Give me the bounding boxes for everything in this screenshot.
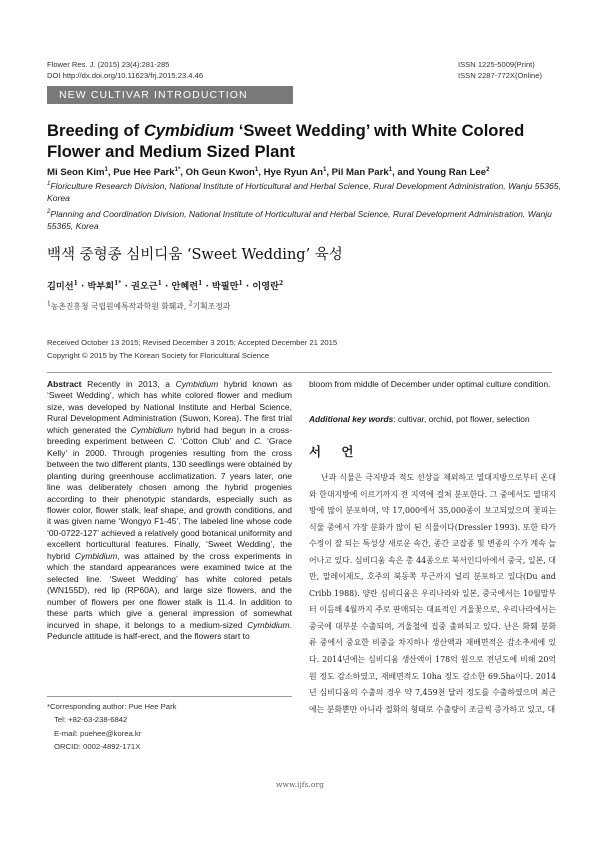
affiliation-2: $^2$Planning and Coordination Division, National Institute of Horticultural and Herbal Science, Rural Development Administration, Wanju 55365, Korea <box>47 209 552 231</box>
journal-citation <box>47 59 203 81</box>
korean-author-list: 김미선$^1$ · 박부희$^{1*}$ · 권오근$^1$ · 안혜련$^1$ · 박필만$^1$ · 이영란$^2$ <box>47 279 284 292</box>
phone: Tel: +82-63-238-6842 <box>54 715 128 725</box>
korean-author: 권오근 <box>131 281 158 292</box>
author[interactable]: Oh Geun Kwon <box>185 167 255 178</box>
korean-title: 백색 중형종 심비디움 ‘Sweet Wedding’ 육성 <box>47 247 343 263</box>
introduction-heading: 서 언 <box>309 444 362 459</box>
article-type-banner: NEW CULTIVAR INTRODUCTION <box>47 86 293 104</box>
abstract-label: Abstract <box>47 379 82 389</box>
corresponding-author-footnote <box>47 700 292 754</box>
abstract-continued: bloom from middle of December under optimal culture condition. <box>309 379 551 389</box>
footer-url[interactable]: www.ijfs.org <box>276 780 324 789</box>
author[interactable]: Mi Seon Kim <box>47 167 105 178</box>
author[interactable]: Pil Man Park <box>331 167 389 178</box>
korean-author: 박부희 <box>87 281 115 292</box>
article-title <box>47 120 557 162</box>
title-part1: Breeding of <box>47 121 144 140</box>
title-part2: ‘Sweet Wedding’ with White Colored Flower and Medium Sized Plant <box>47 121 525 161</box>
keywords-label: Additional key words <box>309 414 394 424</box>
keywords-list: : cultivar, orchid, pot flower, selection <box>393 414 530 424</box>
korean-author: 김미선 <box>47 281 74 292</box>
doi-link[interactable]: DOI http://dx.doi.org/10.11623/frj.2015.23.4.46 <box>47 71 204 80</box>
issn-print: ISSN 1225-5009(Print) <box>458 60 535 69</box>
author-list: Mi Seon Kim$^1$, Pue Hee Park$^{1*}$, Oh Geun Kwon$^1$, Hye Ryun An$^1$, Pil Man Park$^1$, and Young Ran Lee$^2$ <box>47 166 490 178</box>
received-dates: Received October 13 2015; Revised December 3 2015; Accepted December 21 2015 <box>47 338 338 347</box>
abstract: Abstract Recently in 2013, a Cymbidium hybrid known as ‘Sweet Wedding’, which has white colored flower and medium size, was developed by National Institute and Herbal Science, Rural Development Administration (Suwon, Korea). The first trial which generated the Cymbidium hybrid had begun in a cross-breeding experiment between C. ‘Cotton Club’ and C. ‘Grace Kelly’ in 2000. Through progenies resulting from the cross between the two different plants, 130 seedlings were obtained by planting during greenhouse acclimatization. 7 years later, one line was deliberately chosen among the hybrid progenies according to their phenotypic standards, especially such as flower color, flower stalk, leaf shape, and growth conditions, and it was given name ‘Wongyo F1-45’. The labeled line whose code ‘00-0722-127’ achieved a relatively good botanical uniformity and excellent horticultural features. Finally, ‘Sweet Wedding’, the hybrid Cymbidium, was attained by the cross experiments in which the standard appearances were examined twice at the selected line. ‘Sweet Wedding’ has white colored petals (WN155D), red lip (RP60A), and large size flowers, and the number of flowers per one flower stalk is 11.4. In addition to these parts which give a general impression of somewhat incurved in shape, it belongs to a medium-sized Cymbidium. Peduncle attitude is half-erect, and the flowers start to <box>47 379 292 641</box>
author[interactable]: Pue Hee Park <box>113 167 175 178</box>
section-divider <box>47 372 552 373</box>
issn-block <box>458 59 542 81</box>
footnote-divider <box>47 696 292 697</box>
author[interactable]: Young Ran Lee <box>416 167 487 178</box>
issn-online: ISSN 2287-772X(Online) <box>458 71 542 80</box>
title-genus: Cymbidium <box>143 121 235 140</box>
author[interactable]: Hye Ryun An <box>263 167 323 178</box>
journal-name: Flower Res. J. (2015) 23(4):281-285 <box>47 60 170 69</box>
corresponding-author: *Corresponding author: Pue Hee Park <box>47 702 177 711</box>
email-link[interactable]: E-mail: puehee@korea.kr <box>54 728 142 738</box>
korean-author: 박필만 <box>211 281 239 292</box>
korean-affiliation: $^1$농촌진흥청 국립원예특작과학원 화훼과, $^2$기획조정과 <box>47 300 231 311</box>
orcid[interactable]: ORCID: 0002-4892-171X <box>54 742 141 752</box>
introduction-body <box>309 470 556 718</box>
korean-author: 안혜련 <box>171 281 199 292</box>
article-dates <box>47 337 337 362</box>
introduction-paragraph: 난과 식물은 극지방과 적도 선상을 제외하고 열대지방으로부터 온대와 한대지방에 이르기까지 전 지역에 걸쳐 분포한다. 그 중에서도 열대지방에 많이 분포하며, 약 17,000에서 35,000종이 보고되었으며 꽃피는 식물 중에서 가장 분화가 많이 된 식물이다(Dressler 1993). 또한 타가수정이 잘 되는 특성상 새로운 속간, 종간 교잡종 및 변종의 수가 계속 늘어나고 있다. 심비디움 속은 총 44종으로 북서인디아에서 중국, 일본, 대만, 말레이제도, 호주의 북동쪽 부근까지 널리 분포하고 있다(Du and Cribb 1988). 양란 심비디움은 우리나라와 일본, 중국에서는 10월말부터 이듬해 4월까지 주로 판매되는 대표적인 겨울꽃으로, 우리나라에서는 중국에 대부분 수출되며, 겨울철에 집중 출하되고 있다. 난은 화훼 분화류 중에서 중요한 비중을 차지하나 생산액과 재배면적은 감소추세에 있다. 2014년에는 심비디움 생산액이 178억 원으로 전년도에 비해 20억 원 정도 감소하였고, 재배면적도 10ha 정도 감소한 69.5ha이다. 2014년 심비디움의 수출의 경우 약 7,459천 달러 정도를 수출하였으며 최근에는 분화뿐만 아니라 절화의 형태로 수출량이 조금씩 증가하고 있고, 대 <box>309 473 556 714</box>
copyright: Copyright © 2015 by The Korean Society for Floricultural Science <box>47 350 270 360</box>
affiliation-1: $^1$Floriculture Research Division, National Institute of Horticultural and Herbal Science, Rural Development Administration, Wanju 55365, Korea <box>47 181 561 203</box>
keywords <box>309 414 554 426</box>
korean-author: 이영란 <box>252 281 279 292</box>
